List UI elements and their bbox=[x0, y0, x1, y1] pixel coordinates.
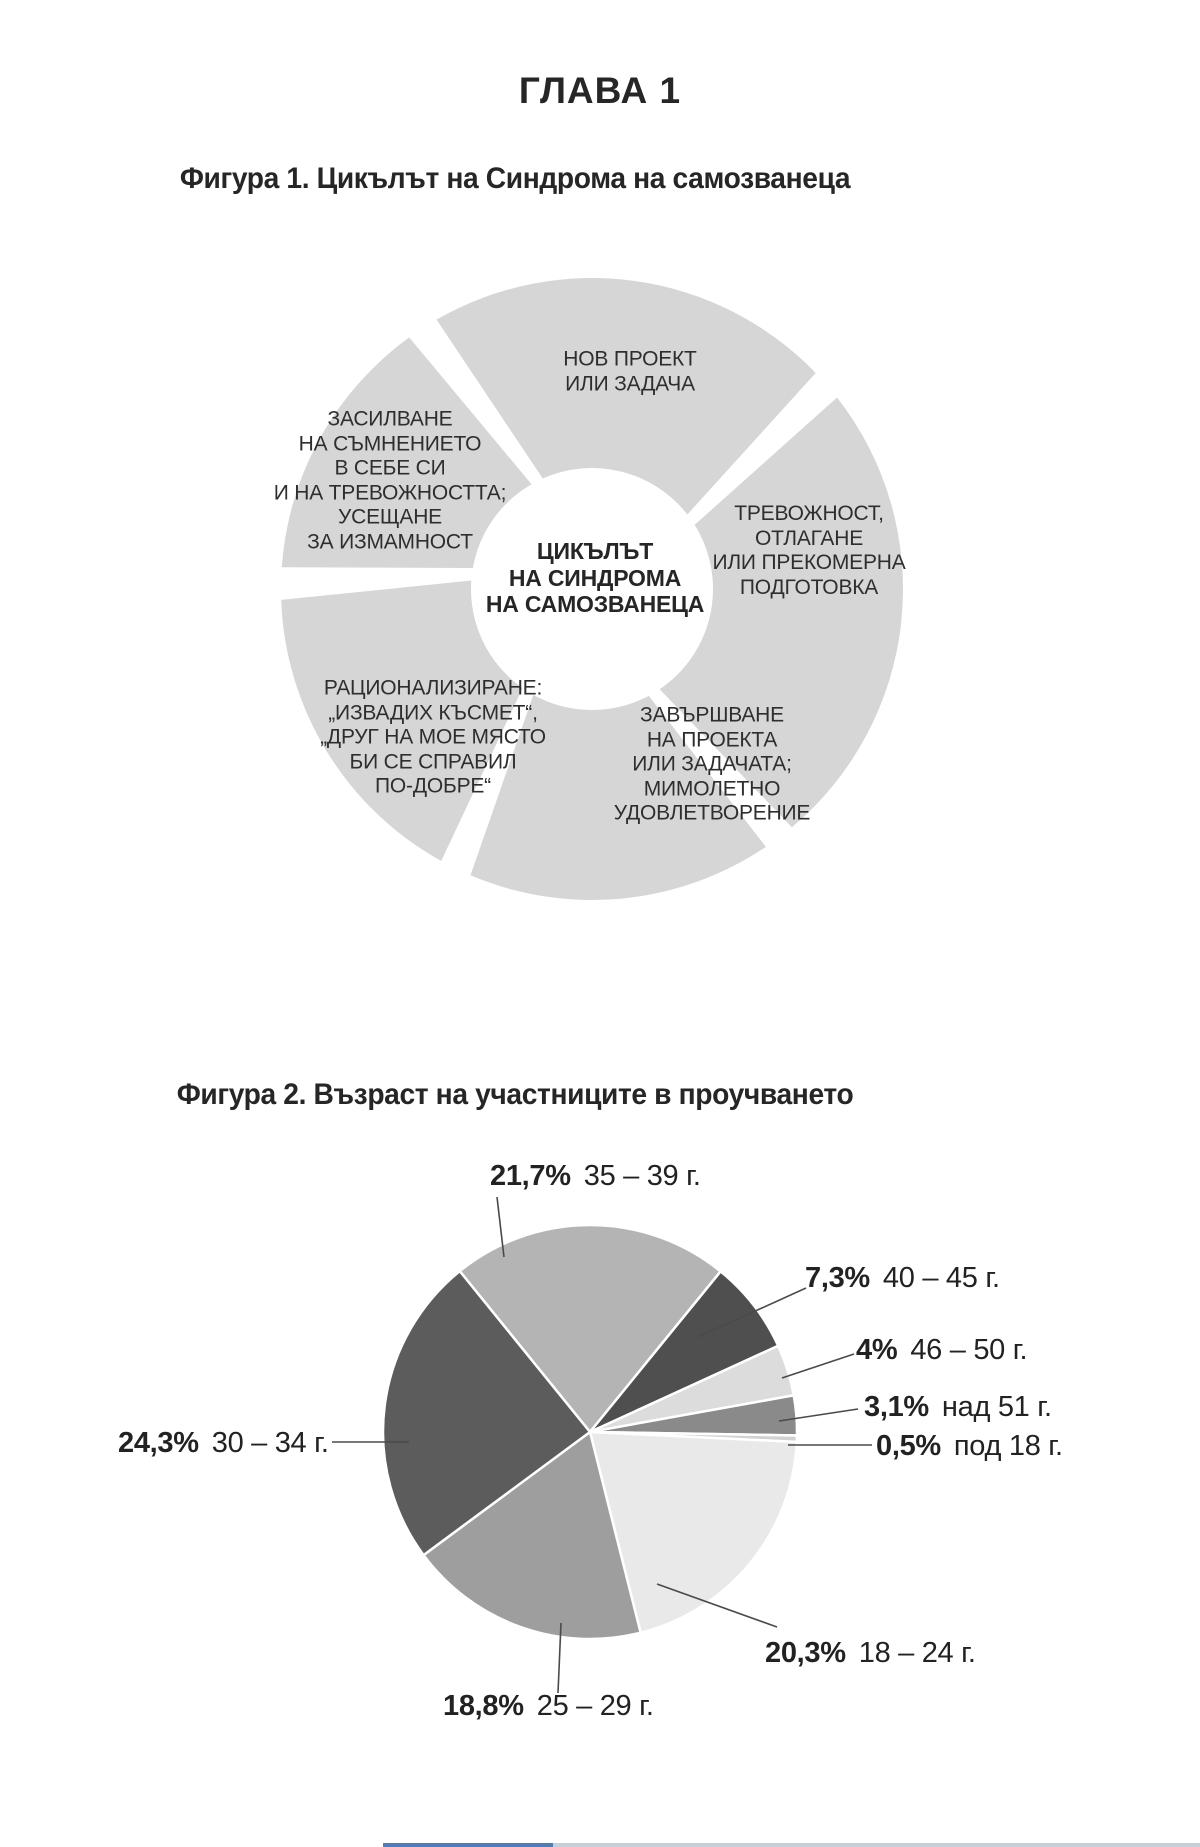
pie-slice-label-4 bbox=[864, 1391, 1052, 1424]
pie-age-range: 35 – 39 г. bbox=[583, 1160, 701, 1192]
pie-slice-label-2 bbox=[805, 1262, 1000, 1295]
edge-strip-2 bbox=[553, 1843, 1200, 1847]
pie-slice-label-7 bbox=[443, 1690, 654, 1723]
pie-percent-value: 0,5% bbox=[876, 1430, 941, 1462]
pie-percent-value: 18,8% bbox=[443, 1690, 524, 1722]
cycle-segment-label-completion: ЗАВЪРШВАНЕ НА ПРОЕКТА ИЛИ ЗАДАЧАТА; МИМОЛЕТНО УДОВЛЕТВОРЕНИЕ bbox=[613, 703, 811, 825]
cycle-segment-label-self-doubt: ЗАСИЛВАНЕ НА СЪМНЕНИЕТО В СЕБЕ СИ И НА ТРЕВОЖНОСТТА; УСЕЩАНЕ ЗА ИЗМАМНОСТ bbox=[273, 407, 507, 554]
figure2-caption: Фигура 2. Възраст на участниците в проучването bbox=[176, 1078, 854, 1111]
cycle-segment-label-anxiety-procrastination: ТРЕВОЖНОСТ, ОТЛАГАНЕ ИЛИ ПРЕКОМЕРНА ПОДГОТОВКА bbox=[712, 501, 906, 599]
pie-slice-label-1 bbox=[490, 1160, 701, 1193]
pie-percent-value: 20,3% bbox=[765, 1637, 846, 1669]
pie-percent-value: 4% bbox=[856, 1334, 898, 1366]
cycle-center-label: ЦИКЪЛЪТ НА СИНДРОМА НА САМОЗВАНЕЦА bbox=[485, 537, 705, 618]
pie-age-range: 30 – 34 г. bbox=[211, 1427, 329, 1459]
age-pie-chart bbox=[0, 1150, 1200, 1722]
pie-slice-label-6 bbox=[765, 1637, 976, 1670]
edge-strip-1 bbox=[383, 1843, 553, 1847]
imposter-cycle-diagram bbox=[270, 265, 920, 915]
chapter-title: ГЛАВА 1 bbox=[518, 70, 682, 111]
cycle-segment-label-new-project: НОВ ПРОЕКТ ИЛИ ЗАДАЧА bbox=[563, 347, 697, 395]
pie-slice-label-8 bbox=[118, 1427, 329, 1460]
leader-line-3 bbox=[782, 1354, 854, 1378]
pie-age-range: над 51 г. bbox=[941, 1391, 1052, 1423]
figure1-caption: Фигура 1. Цикълът на Синдрома на самозванеца bbox=[179, 162, 851, 195]
pie-age-range: 40 – 45 г. bbox=[882, 1262, 1000, 1294]
pie-percent-value: 21,7% bbox=[490, 1160, 571, 1192]
pie-percent-value: 7,3% bbox=[805, 1262, 870, 1294]
pie-age-range: 46 – 50 г. bbox=[910, 1334, 1028, 1366]
pie-slice-label-5 bbox=[876, 1430, 1063, 1463]
pie-slice-label-3 bbox=[856, 1334, 1027, 1367]
pie-age-range: под 18 г. bbox=[953, 1430, 1063, 1462]
pie-percent-value: 3,1% bbox=[864, 1391, 929, 1423]
pie-age-range: 18 – 24 г. bbox=[858, 1637, 976, 1669]
pie-age-range: 25 – 29 г. bbox=[536, 1690, 654, 1722]
pie-percent-value: 24,3% bbox=[118, 1427, 199, 1459]
cycle-segment-label-rationalization: РАЦИОНАЛИЗИРАНЕ: „ИЗВАДИХ КЪСМЕТ“, „ДРУГ НА МОЕ МЯСТО БИ СЕ СПРАВИЛ ПО-ДОБРЕ“ bbox=[320, 676, 546, 798]
